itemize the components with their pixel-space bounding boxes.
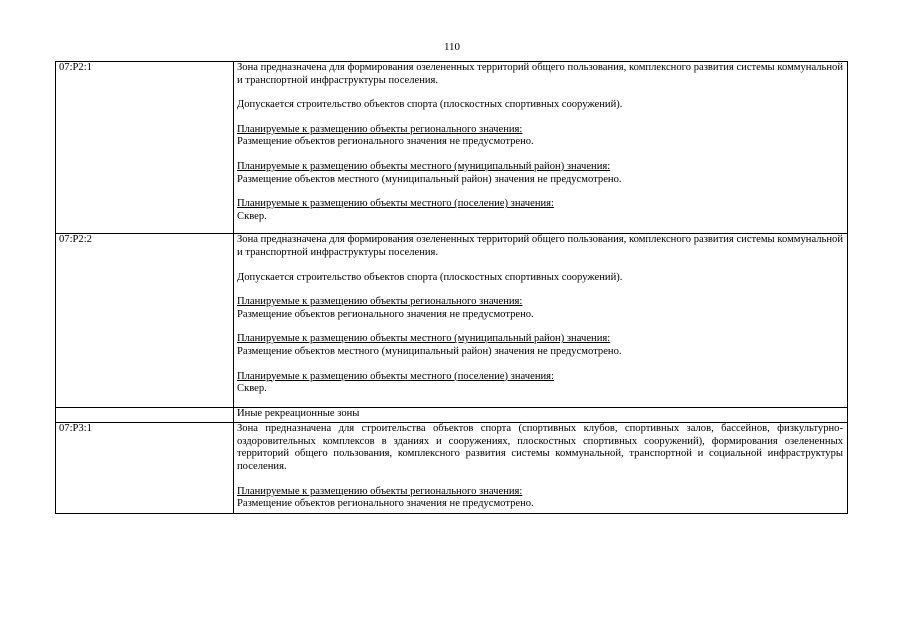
zone-description-cell <box>234 234 848 407</box>
settlement-objects-text: Сквер. <box>237 210 267 222</box>
zones-table <box>55 61 848 514</box>
district-objects-heading: Планируемые к размещению объекты местного (муниципальный район) значения: <box>237 160 611 172</box>
zone-allowed-text: Допускается строительство объектов спорта (плоскостных спортивных сооружений). <box>237 99 623 111</box>
table-row <box>56 62 848 234</box>
regional-objects-text: Размещение объектов регионального значения не предусмотрено. <box>237 136 534 148</box>
cell-spacer <box>237 396 843 405</box>
section-header-row <box>56 407 848 423</box>
zone-description: Зона предназначена для формирования озелененных территорий общего пользования, комплексного развития системы коммунальной и транспортной инфраструктуры поселения. <box>237 62 843 86</box>
zone-code-cell <box>56 234 234 407</box>
settlement-objects-heading: Планируемые к размещению объекты местного (поселение) значения: <box>237 370 554 382</box>
page-number: 110 <box>443 41 461 53</box>
zone-description: Зона предназначена для строительства объектов спорта (спортивных клубов, спортивных залов, бассейнов, физкультурно-оздоровительных комплексов в зданиях и сооружениях, плоскостных спортивных сооружений), формирования озелененных территорий общего пользования, комплексного развития системы коммунальной, транспортной и социальной инфраструктуры поселения. <box>237 423 843 473</box>
regional-objects-text: Размещение объектов регионального значения не предусмотрено. <box>237 308 534 320</box>
zone-code: 07:Р2:2 <box>59 234 92 246</box>
zone-description: Зона предназначена для формирования озелененных территорий общего пользования, комплексного развития системы коммунальной и транспортной инфраструктуры поселения. <box>237 234 843 258</box>
zone-description-cell <box>234 423 848 514</box>
regional-objects-heading: Планируемые к размещению объекты регионального значения: <box>237 296 523 308</box>
district-objects-text: Размещение объектов местного (муниципальный район) значения не предусмотрено. <box>237 173 622 185</box>
zone-code-cell <box>56 423 234 514</box>
regional-objects-heading: Планируемые к размещению объекты регионального значения: <box>237 123 523 135</box>
zone-description-cell <box>234 62 848 234</box>
district-objects-heading: Планируемые к размещению объекты местного (муниципальный район) значения: <box>237 333 611 345</box>
cell-spacer <box>237 223 843 231</box>
regional-objects-text: Размещение объектов регионального значения не предусмотрено. <box>237 498 534 510</box>
zone-allowed-text: Допускается строительство объектов спорта (плоскостных спортивных сооружений). <box>237 271 623 283</box>
regional-objects-heading: Планируемые к размещению объекты регионального значения: <box>237 485 523 497</box>
table-row <box>56 423 848 514</box>
zone-code: 07:Р2:1 <box>59 62 92 73</box>
settlement-objects-heading: Планируемые к размещению объекты местного (поселение) значения: <box>237 198 554 210</box>
zone-code: 07:Р3:1 <box>59 423 92 435</box>
settlement-objects-text: Сквер. <box>237 383 267 395</box>
empty-cell <box>56 407 234 423</box>
section-header: Иные рекреационные зоны <box>237 407 360 419</box>
district-objects-text: Размещение объектов местного (муниципальный район) значения не предусмотрено. <box>237 345 622 357</box>
table-row <box>56 234 848 407</box>
section-header-cell <box>234 407 848 423</box>
zone-code-cell <box>56 62 234 234</box>
